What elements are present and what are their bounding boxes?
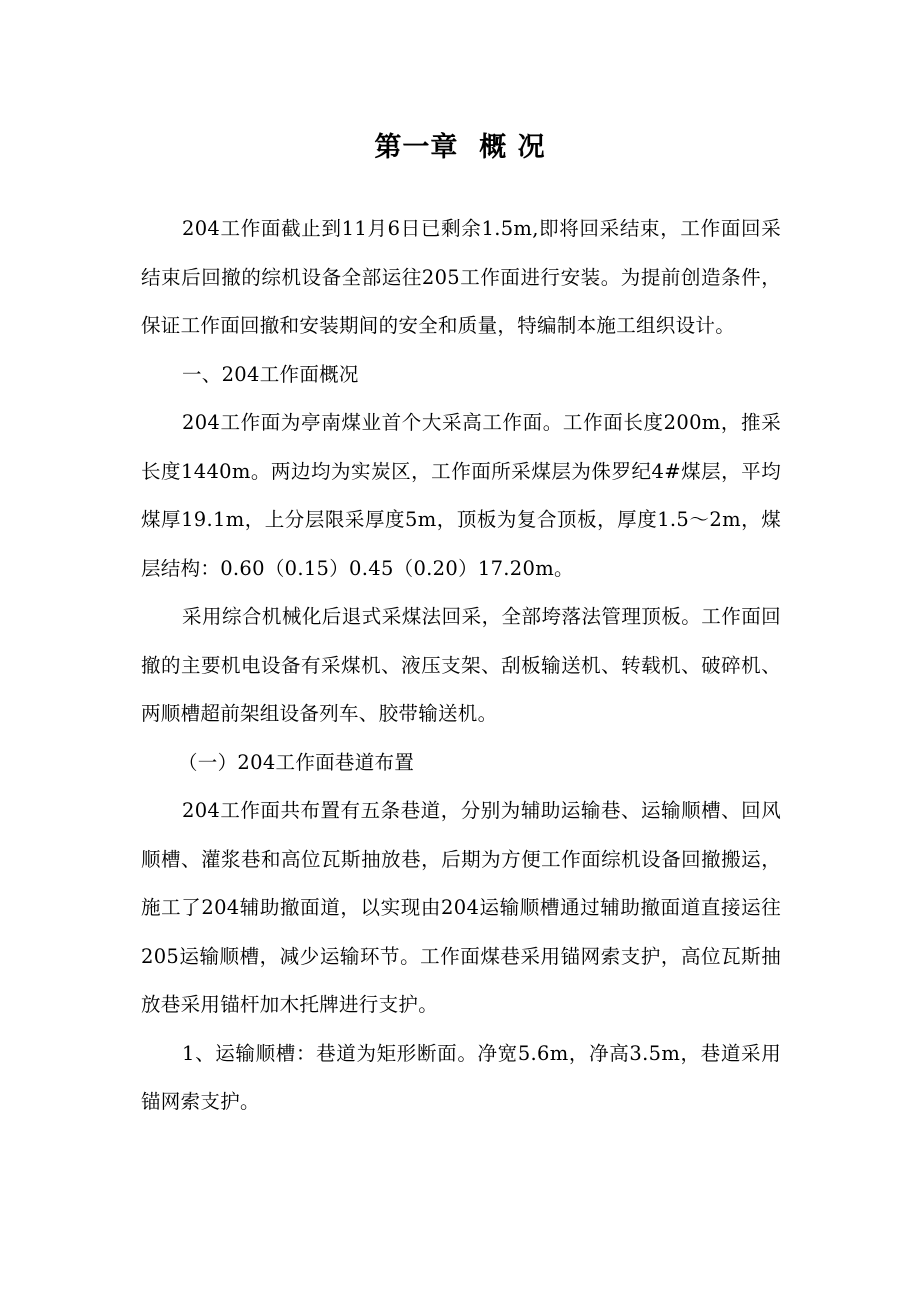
paragraph-mining-method: 采用综合机械化后退式采煤法回采，全部垮落法管理顶板。工作面回撤的主要机电设备有采煤机、液压支架、刮板输送机、转载机、破碎机、两顺槽超前架组设备列车、胶带输送机。 <box>141 605 781 725</box>
document-body <box>141 205 781 1127</box>
section-heading-overview: 一、204工作面概况 <box>182 362 359 386</box>
chapter-title: 第一章 概 况 <box>374 132 546 163</box>
subsection-heading-roadway: （一）204工作面巷道布置 <box>178 750 415 774</box>
paragraph-intro: 204工作面截止到11月6日已剩余1.5m,即将回采结束，工作面回采结束后回撤的综机设备全部运往205工作面进行安装。为提前创造条件，保证工作面回撤和安装期间的安全和质量，特编制本施工组织设计。 <box>141 217 781 337</box>
paragraph-roadway-layout: 204工作面共布置有五条巷道，分别为辅助运输巷、运输顺槽、回风顺槽、灌浆巷和高位瓦斯抽放巷，后期为方便工作面综机设备回撤搬运，施工了204辅助撤面道，以实现由204运输顺槽通过辅助撤面道直接运往205运输顺槽，减少运输环节。工作面煤巷采用锚网索支护，高位瓦斯抽放巷采用锚杆加木托牌进行支护。 <box>141 799 781 1016</box>
paragraph-transport-roadway: 1、运输顺槽：巷道为矩形断面。净宽5.6m，净高3.5m，巷道采用锚网索支护。 <box>141 1041 781 1113</box>
paragraph-overview: 204工作面为亭南煤业首个大采高工作面。工作面长度200m，推采长度1440m。两边均为实炭区，工作面所采煤层为侏罗纪4#煤层，平均煤厚19.1m，上分层限采厚度5m，顶板为复合顶板，厚度1.5～2m，煤层结构：0.60（0.15）0.45（0.20）17.20m。 <box>141 411 781 580</box>
